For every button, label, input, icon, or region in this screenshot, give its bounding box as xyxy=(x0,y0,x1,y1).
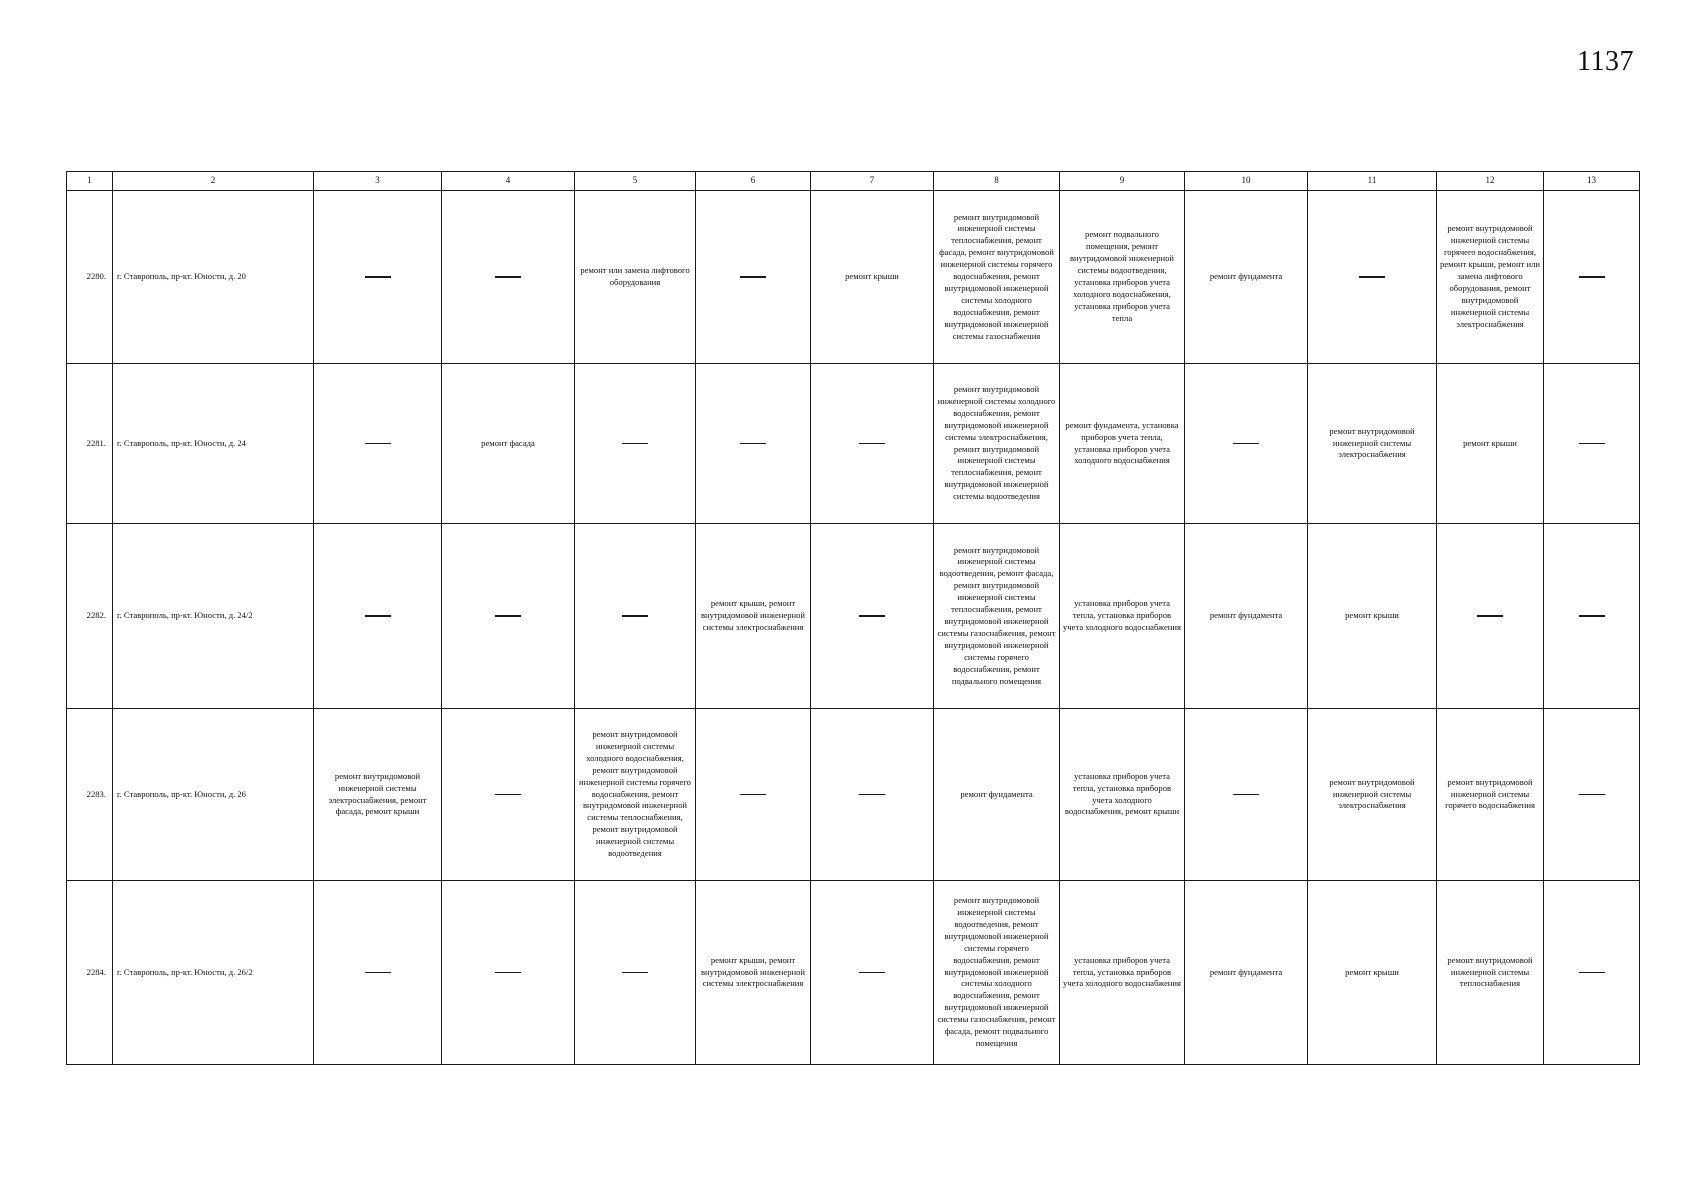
table-row xyxy=(67,709,1640,881)
work-cell: ремонт крыши xyxy=(1437,364,1544,524)
work-cell: ремонт или замена лифтового оборудования xyxy=(575,191,696,364)
work-cell: ремонт подвального помещения, ремонт внутридомовой инженерной системы водоотведения, установка приборов учета холодного водоснабжения, установка приборов учета тепла xyxy=(1060,191,1185,364)
work-cell xyxy=(696,709,811,881)
empty-dash xyxy=(622,615,648,617)
address-cell: г. Ставрополь, пр-кт. Юности, д. 20 xyxy=(113,191,314,364)
row-number: 2282. xyxy=(67,524,113,709)
column-header: 11 xyxy=(1308,172,1437,191)
empty-dash xyxy=(495,794,521,796)
work-cell: ремонт внутридомовой инженерной системы электроснабжения xyxy=(1308,364,1437,524)
empty-dash xyxy=(365,972,391,974)
empty-dash xyxy=(365,443,391,445)
work-cell xyxy=(1544,881,1640,1065)
work-cell: ремонт крыши, ремонт внутридомовой инженерной системы электроснабжения xyxy=(696,881,811,1065)
empty-dash xyxy=(365,276,391,278)
work-cell xyxy=(1437,524,1544,709)
work-cell xyxy=(314,191,442,364)
empty-dash xyxy=(859,972,885,974)
work-cell xyxy=(575,524,696,709)
empty-dash xyxy=(495,615,521,617)
work-cell xyxy=(696,191,811,364)
empty-dash xyxy=(859,794,885,796)
work-cell: ремонт крыши xyxy=(811,191,934,364)
column-header: 1 xyxy=(67,172,113,191)
work-cell xyxy=(1544,191,1640,364)
work-cell xyxy=(314,524,442,709)
table-row xyxy=(67,881,1640,1065)
empty-dash xyxy=(495,276,521,278)
work-cell: ремонт внутридомовой инженерной системы электроснабжения, ремонт фасада, ремонт крыши xyxy=(314,709,442,881)
work-cell: ремонт фундамента xyxy=(934,709,1060,881)
work-cell xyxy=(811,524,934,709)
row-number: 2283. xyxy=(67,709,113,881)
work-cell: установка приборов учета тепла, установка приборов учета холодного водоснабжения, ремонт крыши xyxy=(1060,709,1185,881)
empty-dash xyxy=(1579,443,1605,445)
column-header: 13 xyxy=(1544,172,1640,191)
column-header: 6 xyxy=(696,172,811,191)
work-cell: ремонт фасада xyxy=(442,364,575,524)
work-cell xyxy=(575,881,696,1065)
empty-dash xyxy=(1359,276,1385,278)
work-cell: установка приборов учета тепла, установка приборов учета холодного водоснабжения xyxy=(1060,524,1185,709)
table-row xyxy=(67,524,1640,709)
empty-dash xyxy=(859,615,885,617)
repair-schedule-table xyxy=(66,171,1640,1065)
column-number-row xyxy=(67,172,1640,191)
table-row xyxy=(67,364,1640,524)
work-cell xyxy=(811,881,934,1065)
empty-dash xyxy=(1579,972,1605,974)
column-header: 3 xyxy=(314,172,442,191)
work-cell xyxy=(314,881,442,1065)
empty-dash xyxy=(1579,615,1605,617)
page-number: 1137 xyxy=(1577,46,1634,77)
work-cell xyxy=(1544,709,1640,881)
work-cell: ремонт фундамента xyxy=(1185,191,1308,364)
work-cell xyxy=(811,364,934,524)
work-cell xyxy=(1544,524,1640,709)
address-cell: г. Ставрополь, пр-кт. Юности, д. 26 xyxy=(113,709,314,881)
empty-dash xyxy=(1477,615,1503,617)
empty-dash xyxy=(622,972,648,974)
empty-dash xyxy=(1579,276,1605,278)
empty-dash xyxy=(740,794,766,796)
work-cell: ремонт крыши, ремонт внутридомовой инженерной системы электроснабжения xyxy=(696,524,811,709)
empty-dash xyxy=(622,443,648,445)
work-cell: ремонт фундамента xyxy=(1185,881,1308,1065)
column-header: 8 xyxy=(934,172,1060,191)
work-cell xyxy=(442,191,575,364)
empty-dash xyxy=(859,443,885,445)
work-cell xyxy=(442,881,575,1065)
work-cell xyxy=(575,364,696,524)
column-header: 10 xyxy=(1185,172,1308,191)
work-cell: ремонт фундамента xyxy=(1185,524,1308,709)
address-cell: г. Ставрополь, пр-кт. Юности, д. 24 xyxy=(113,364,314,524)
work-cell: ремонт внутридомовой инженерной системы водоотведения, ремонт фасада, ремонт внутридомовой инженерной системы теплоснабжения, ремонт внутридомовой инженерной системы газоснабжения, ремонт внутридомовой инженерной системы горячего водоснабжения, ремонт подвального помещения xyxy=(934,524,1060,709)
row-number: 2280. xyxy=(67,191,113,364)
work-cell xyxy=(314,364,442,524)
work-cell: ремонт внутридомовой инженерной системы электроснабжения xyxy=(1308,709,1437,881)
work-cell xyxy=(811,709,934,881)
work-cell: ремонт внутридомовой инженерной системы теплоснабжения xyxy=(1437,881,1544,1065)
work-cell: ремонт внутридомовой инженерной системы горячего водоснабжения, ремонт крыши, ремонт или замена лифтового оборудования, ремонт внутридомовой инженерной системы электроснабжения xyxy=(1437,191,1544,364)
empty-dash xyxy=(1233,794,1259,796)
work-cell xyxy=(442,709,575,881)
work-cell: ремонт крыши xyxy=(1308,524,1437,709)
empty-dash xyxy=(1579,794,1605,796)
empty-dash xyxy=(740,443,766,445)
work-cell xyxy=(696,364,811,524)
work-cell xyxy=(442,524,575,709)
empty-dash xyxy=(1233,443,1259,445)
work-cell: ремонт внутридомовой инженерной системы холодного водоснабжения, ремонт внутридомовой инженерной системы горячего водоснабжения, ремонт внутридомовой инженерной системы теплоснабжения, ремонт внутридомовой инженерной системы водоотведения xyxy=(575,709,696,881)
work-cell xyxy=(1544,364,1640,524)
row-number: 2284. xyxy=(67,881,113,1065)
work-cell: установка приборов учета тепла, установка приборов учета холодного водоснабжения xyxy=(1060,881,1185,1065)
column-header: 4 xyxy=(442,172,575,191)
empty-dash xyxy=(365,615,391,617)
address-cell: г. Ставрополь, пр-кт. Юности, д. 24/2 xyxy=(113,524,314,709)
column-header: 5 xyxy=(575,172,696,191)
work-cell: ремонт крыши xyxy=(1308,881,1437,1065)
work-cell: ремонт внутридомовой инженерной системы холодного водоснабжения, ремонт внутридомовой инженерной системы электроснабжения, ремонт внутридомовой инженерной системы теплоснабжения, ремонт внутридомовой инженерной системы водоотведения xyxy=(934,364,1060,524)
empty-dash xyxy=(740,276,766,278)
work-cell: ремонт внутридомовой инженерной системы горячего водоснабжения xyxy=(1437,709,1544,881)
work-cell: ремонт внутридомовой инженерной системы водоотведения, ремонт внутридомовой инженерной системы горячего водоснабжения, ремонт внутридомовой инженерной системы холодного водоснабжения, ремонт внутридомовой инженерной системы газоснабжения, ремонт фасада, ремонт подвального помещения xyxy=(934,881,1060,1065)
work-cell: ремонт внутридомовой инженерной системы теплоснабжения, ремонт фасада, ремонт внутридомовой инженерной системы горячего водоснабжения, ремонт внутридомовой инженерной системы холодного водоснабжения, ремонт внутридомовой инженерной системы газоснабжения xyxy=(934,191,1060,364)
column-header: 2 xyxy=(113,172,314,191)
address-cell: г. Ставрополь, пр-кт. Юности, д. 26/2 xyxy=(113,881,314,1065)
column-header: 9 xyxy=(1060,172,1185,191)
table-row xyxy=(67,191,1640,364)
work-cell xyxy=(1308,191,1437,364)
work-cell: ремонт фундамента, установка приборов учета тепла, установка приборов учета холодного водоснабжения xyxy=(1060,364,1185,524)
column-header: 7 xyxy=(811,172,934,191)
column-header: 12 xyxy=(1437,172,1544,191)
work-cell xyxy=(1185,709,1308,881)
work-cell xyxy=(1185,364,1308,524)
row-number: 2281. xyxy=(67,364,113,524)
empty-dash xyxy=(495,972,521,974)
